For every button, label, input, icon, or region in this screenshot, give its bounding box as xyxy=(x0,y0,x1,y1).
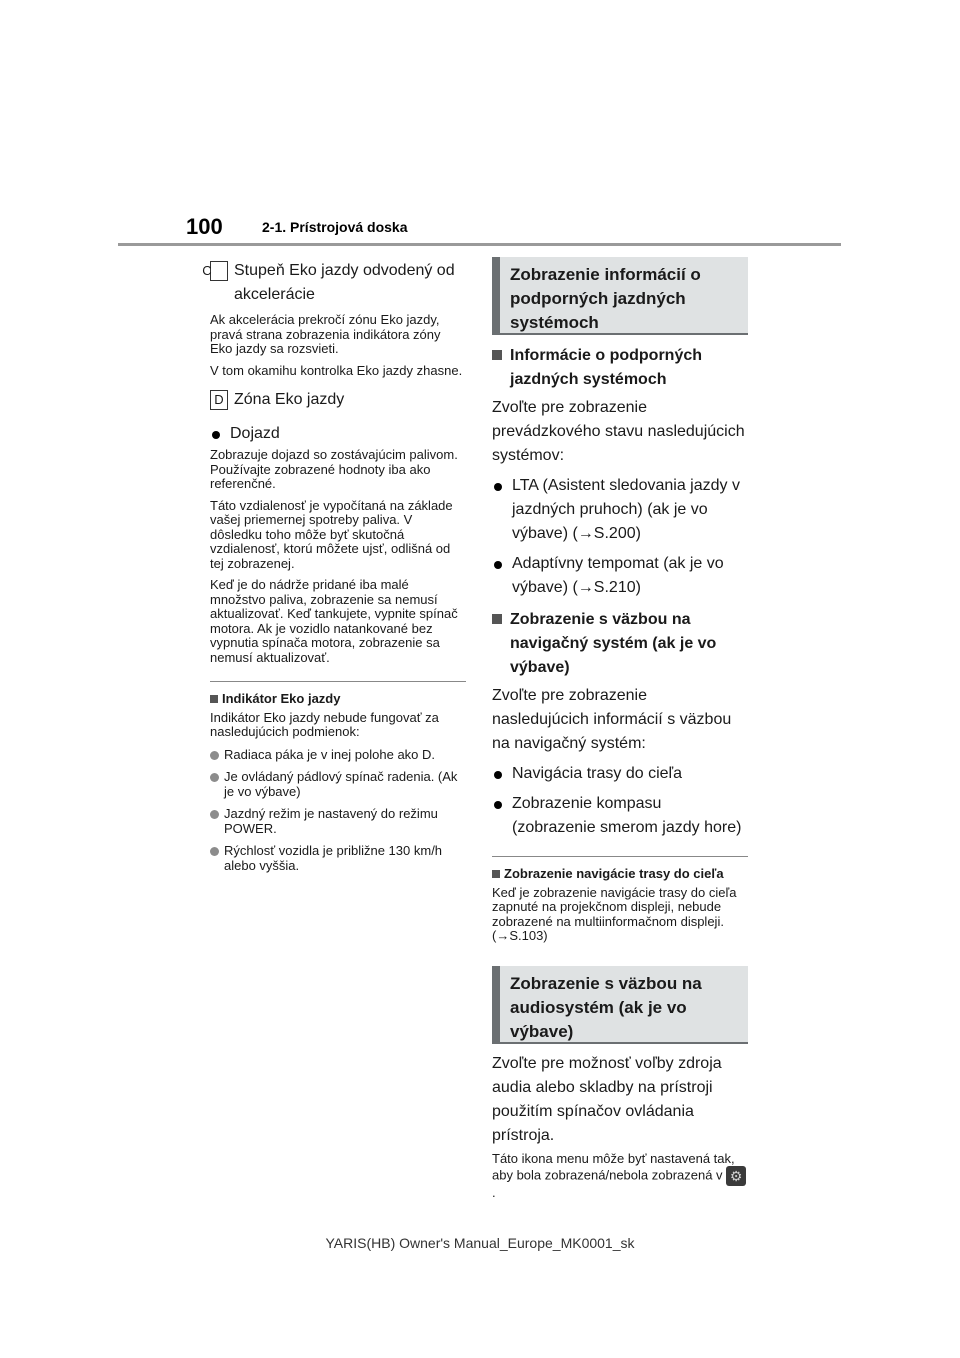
c-heading xyxy=(202,259,466,307)
header-rule xyxy=(118,243,841,246)
c-text2: V tom okamihu kontrolka Eko jazdy zhasne. xyxy=(210,362,463,378)
box2-text: Zvoľte pre možnosť voľby zdroja audia alebo skladby na prístroji použitím spínačov ovládania prístroja. xyxy=(492,1054,722,1144)
box-support-systems: Zobrazenie informácií o podporných jazdných systémoch xyxy=(492,257,748,335)
dojazd-text1: Zobrazuje dojazd so zostávajúcim palivom. Používajte zobrazené hodnoty iba ako referenčné. xyxy=(210,447,458,491)
gear-icon: ⚙ xyxy=(726,1166,746,1186)
d-heading xyxy=(210,388,466,412)
note-title: Zobrazenie navigácie trasy do cieľa xyxy=(492,867,748,882)
section-title: 2-1. Prístrojová doska xyxy=(262,219,408,235)
d-title: Zóna Eko jazdy xyxy=(234,391,345,408)
sub2-text: Zvoľte pre zobrazenie nasledujúcich informácií s väzbou na navigačný systém: xyxy=(492,687,732,752)
note-text: Keď je zobrazenie navigácie trasy do cieľa zapnuté na projekčnom displeji, nebude zobrazené na multiinformačnom displeji. (→S.103) xyxy=(492,884,737,943)
footer-text: YARIS(HB) Owner's Manual_Europe_MK0001_sk xyxy=(325,1235,635,1251)
condition-item: Jazdný režim je nastavený do režimu POWER. xyxy=(210,807,466,836)
box2-note-end: . xyxy=(492,1185,496,1200)
d-label: D xyxy=(210,390,228,410)
indikator-title: Indikátor Eko jazdy xyxy=(210,692,466,707)
sub1-text: Zvoľte pre zobrazenie prevádzkového stavu nasledujúcich systémov: xyxy=(492,399,745,464)
nav-item: Zobrazenie kompasu (zobrazenie smerom jazdy hore) xyxy=(492,792,748,840)
system-item: Adaptívny tempomat (ak je vo výbave) (→S.210) xyxy=(492,552,748,600)
left-column xyxy=(202,259,466,873)
system-item: LTA (Asistent sledovania jazdy v jazdných pruhoch) (ak je vo výbave) (→S.200) xyxy=(492,474,748,546)
divider xyxy=(210,681,466,682)
divider xyxy=(492,856,748,857)
dojazd-title: Dojazd xyxy=(210,422,466,446)
dojazd-text3: Keď je do nádrže pridané iba malé množstvo paliva, zobrazenie sa nemusí aktualizovať. Keď tankujete, vypnite spínač motora. Ak je vozidlo natankované bez vypnutia spínača motora, zobrazenie sa nemusí aktualizovať. xyxy=(210,577,458,665)
condition-item: Je ovládaný pádlový spínač radenia. (Ak je vo výbave) xyxy=(210,770,466,799)
page-number: 100 xyxy=(186,214,223,239)
box-audio: Zobrazenie s väzbou na audiosystém (ak je vo výbave) xyxy=(492,966,748,1044)
nav-item: Navigácia trasy do cieľa xyxy=(492,762,748,786)
right-column xyxy=(492,257,748,1201)
sub-navigation: Zobrazenie s väzbou na navigačný systém (ak je vo výbave) xyxy=(492,608,748,680)
dojazd-text2: Táto vzdialenosť je vypočítaná na základe vašej priemernej spotreby paliva. V dôsledku toho môže byť skutočná vzdialenosť, ktorú môžete ujsť, odlišná od tej zobrazenej. xyxy=(210,497,453,571)
sub-support-systems: Informácie o podporných jazdných systémoch xyxy=(492,344,748,392)
condition-item: Radiaca páka je v inej polohe ako D. xyxy=(210,748,466,763)
condition-item: Rýchlosť vozidla je približne 130 km/h alebo vyššia. xyxy=(210,844,466,873)
c-text1: Ak akcelerácia prekročí zónu Eko jazdy, pravá strana zobrazenia indikátora zóny Eko jazdy sa rozsvieti. xyxy=(210,312,441,356)
box2-note: Táto ikona menu môže byť nastavená tak, aby bola zobrazená/nebola zobrazená v xyxy=(492,1150,735,1183)
c-title: Stupeň Eko jazdy odvodený od akcelerácie xyxy=(234,262,455,303)
indikator-text: Indikátor Eko jazdy nebude fungovať za nasledujúcich podmienok: xyxy=(210,709,439,739)
box2-note-paragraph xyxy=(492,1152,748,1201)
c-label: C xyxy=(210,261,228,281)
